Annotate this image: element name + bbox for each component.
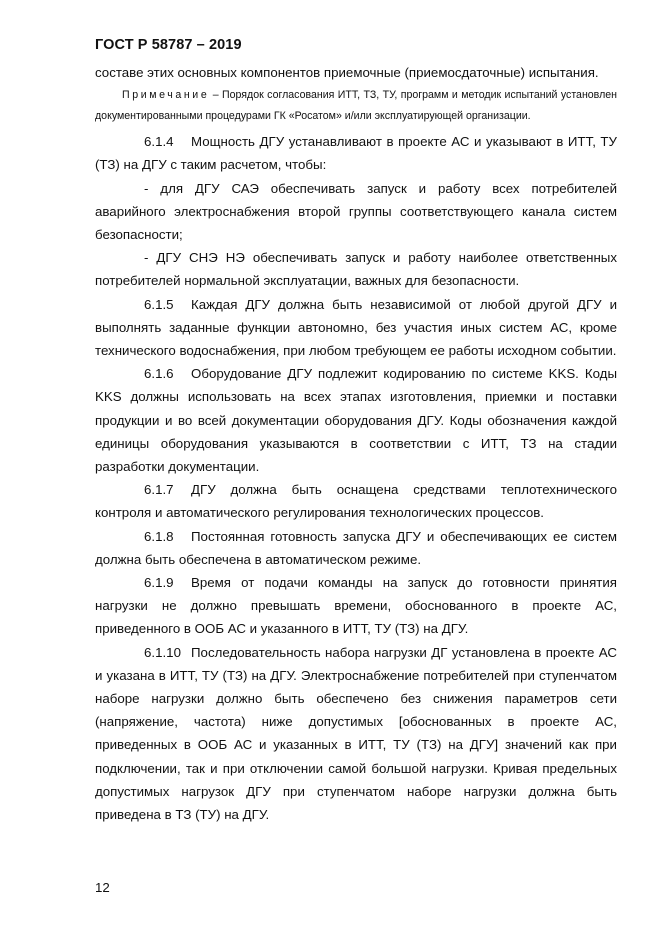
document-body xyxy=(95,61,617,826)
clause-number: 6.1.7 xyxy=(144,482,174,498)
clause-6-1-5 xyxy=(95,293,617,363)
clause-6-1-4-item-1: - для ДГУ САЭ обеспечивать запуск и работу всех потребителей аварийного электроснабжения второй группы соответствующего канала систем безопасности; xyxy=(95,180,617,243)
clause-number: 6.1.4 xyxy=(144,134,174,150)
clause-number: 6.1.6 xyxy=(144,366,174,382)
clause-6-1-4 xyxy=(95,130,617,176)
clause-6-1-8 xyxy=(95,525,617,571)
clause-number: 6.1.5 xyxy=(144,296,174,312)
document-header: ГОСТ Р 58787 – 2019 xyxy=(95,37,242,53)
clause-text: Оборудование ДГУ подлежит кодированию по системе KKS. Коды KKS должны использовать на всех этапах изготовления, приемки и поставки продукции и во всей документации оборудования ДГУ. Коды обозначения каждой единицы оборудования указываются в соответствии с ИТТ, ТЗ на стадии разработки документации. xyxy=(95,366,617,475)
clause-text: Постоянная готовность запуска ДГУ и обеспечивающих ее систем должна быть обеспечена в автоматическом режиме. xyxy=(95,528,617,567)
clause-6-1-7 xyxy=(95,478,617,524)
note-label: Примечание xyxy=(122,89,210,102)
clause-6-1-4-item-2: - ДГУ СНЭ НЭ обеспечивать запуск и работу наиболее ответственных потребителей нормальной эксплуатации, важных для безопасности. xyxy=(95,250,617,289)
note-text: Порядок согласования ИТТ, ТЗ, ТУ, программ и методик испытаний установлен документированными процедурами ГК «Росатом» и/или эксплуатирующей организации. xyxy=(95,89,617,122)
note-dash: – xyxy=(209,89,223,102)
clause-number: 6.1.10 xyxy=(144,644,181,660)
clause-text: ДГУ должна быть оснащена средствами теплотехнического контроля и автоматического регулирования технологических процессов. xyxy=(95,482,617,521)
note-paragraph xyxy=(95,85,617,126)
clause-text: Время от подачи команды на запуск до готовности принятия нагрузки не должно превышать времени, обоснованного в проекте АС, приведенного в ООБ АС и указанного в ИТТ, ТУ (ТЗ) на ДГУ. xyxy=(95,575,617,637)
clause-text: Последовательность набора нагрузки ДГ установлена в проекте АС и указана в ИТТ, ТУ (ТЗ) на ДГУ. Электроснабжение потребителей при ступенчатом наборе нагрузки должно быть обеспечено без снижения параметров сети (напряжение, частота) ниже допустимых [обоснованных в проекте АС, приведенных в ООБ АС и указанных в ИТТ, ТУ (ТЗ) на ДГУ] значений как при подключении, так и при отключении самой большой нагрузки. Кривая предельных допустимых нагрузок ДГУ при ступенчатом наборе нагрузки должна быть приведена в ТЗ (ТУ) на ДГУ. xyxy=(95,644,617,823)
clause-6-1-6 xyxy=(95,362,617,478)
clause-6-1-10 xyxy=(95,641,617,827)
clause-text: Каждая ДГУ должна быть независимой от любой другой ДГУ и выполнять заданные функции автономно, без участия иных систем АС, кроме технического водоснабжения, при любом требующем ее работы исходном событии. xyxy=(95,296,617,359)
clause-number: 6.1.9 xyxy=(144,575,174,591)
clause-6-1-9 xyxy=(95,571,617,641)
intro-paragraph: составе этих основных компонентов приемочные (приемосдаточные) испытания. xyxy=(95,65,599,80)
clause-number: 6.1.8 xyxy=(144,528,174,544)
page-number: 12 xyxy=(95,880,110,895)
clause-text: Мощность ДГУ устанавливают в проекте АС и указывают в ИТТ, ТУ (ТЗ) на ДГУ с таким расчетом, чтобы: xyxy=(95,134,617,173)
